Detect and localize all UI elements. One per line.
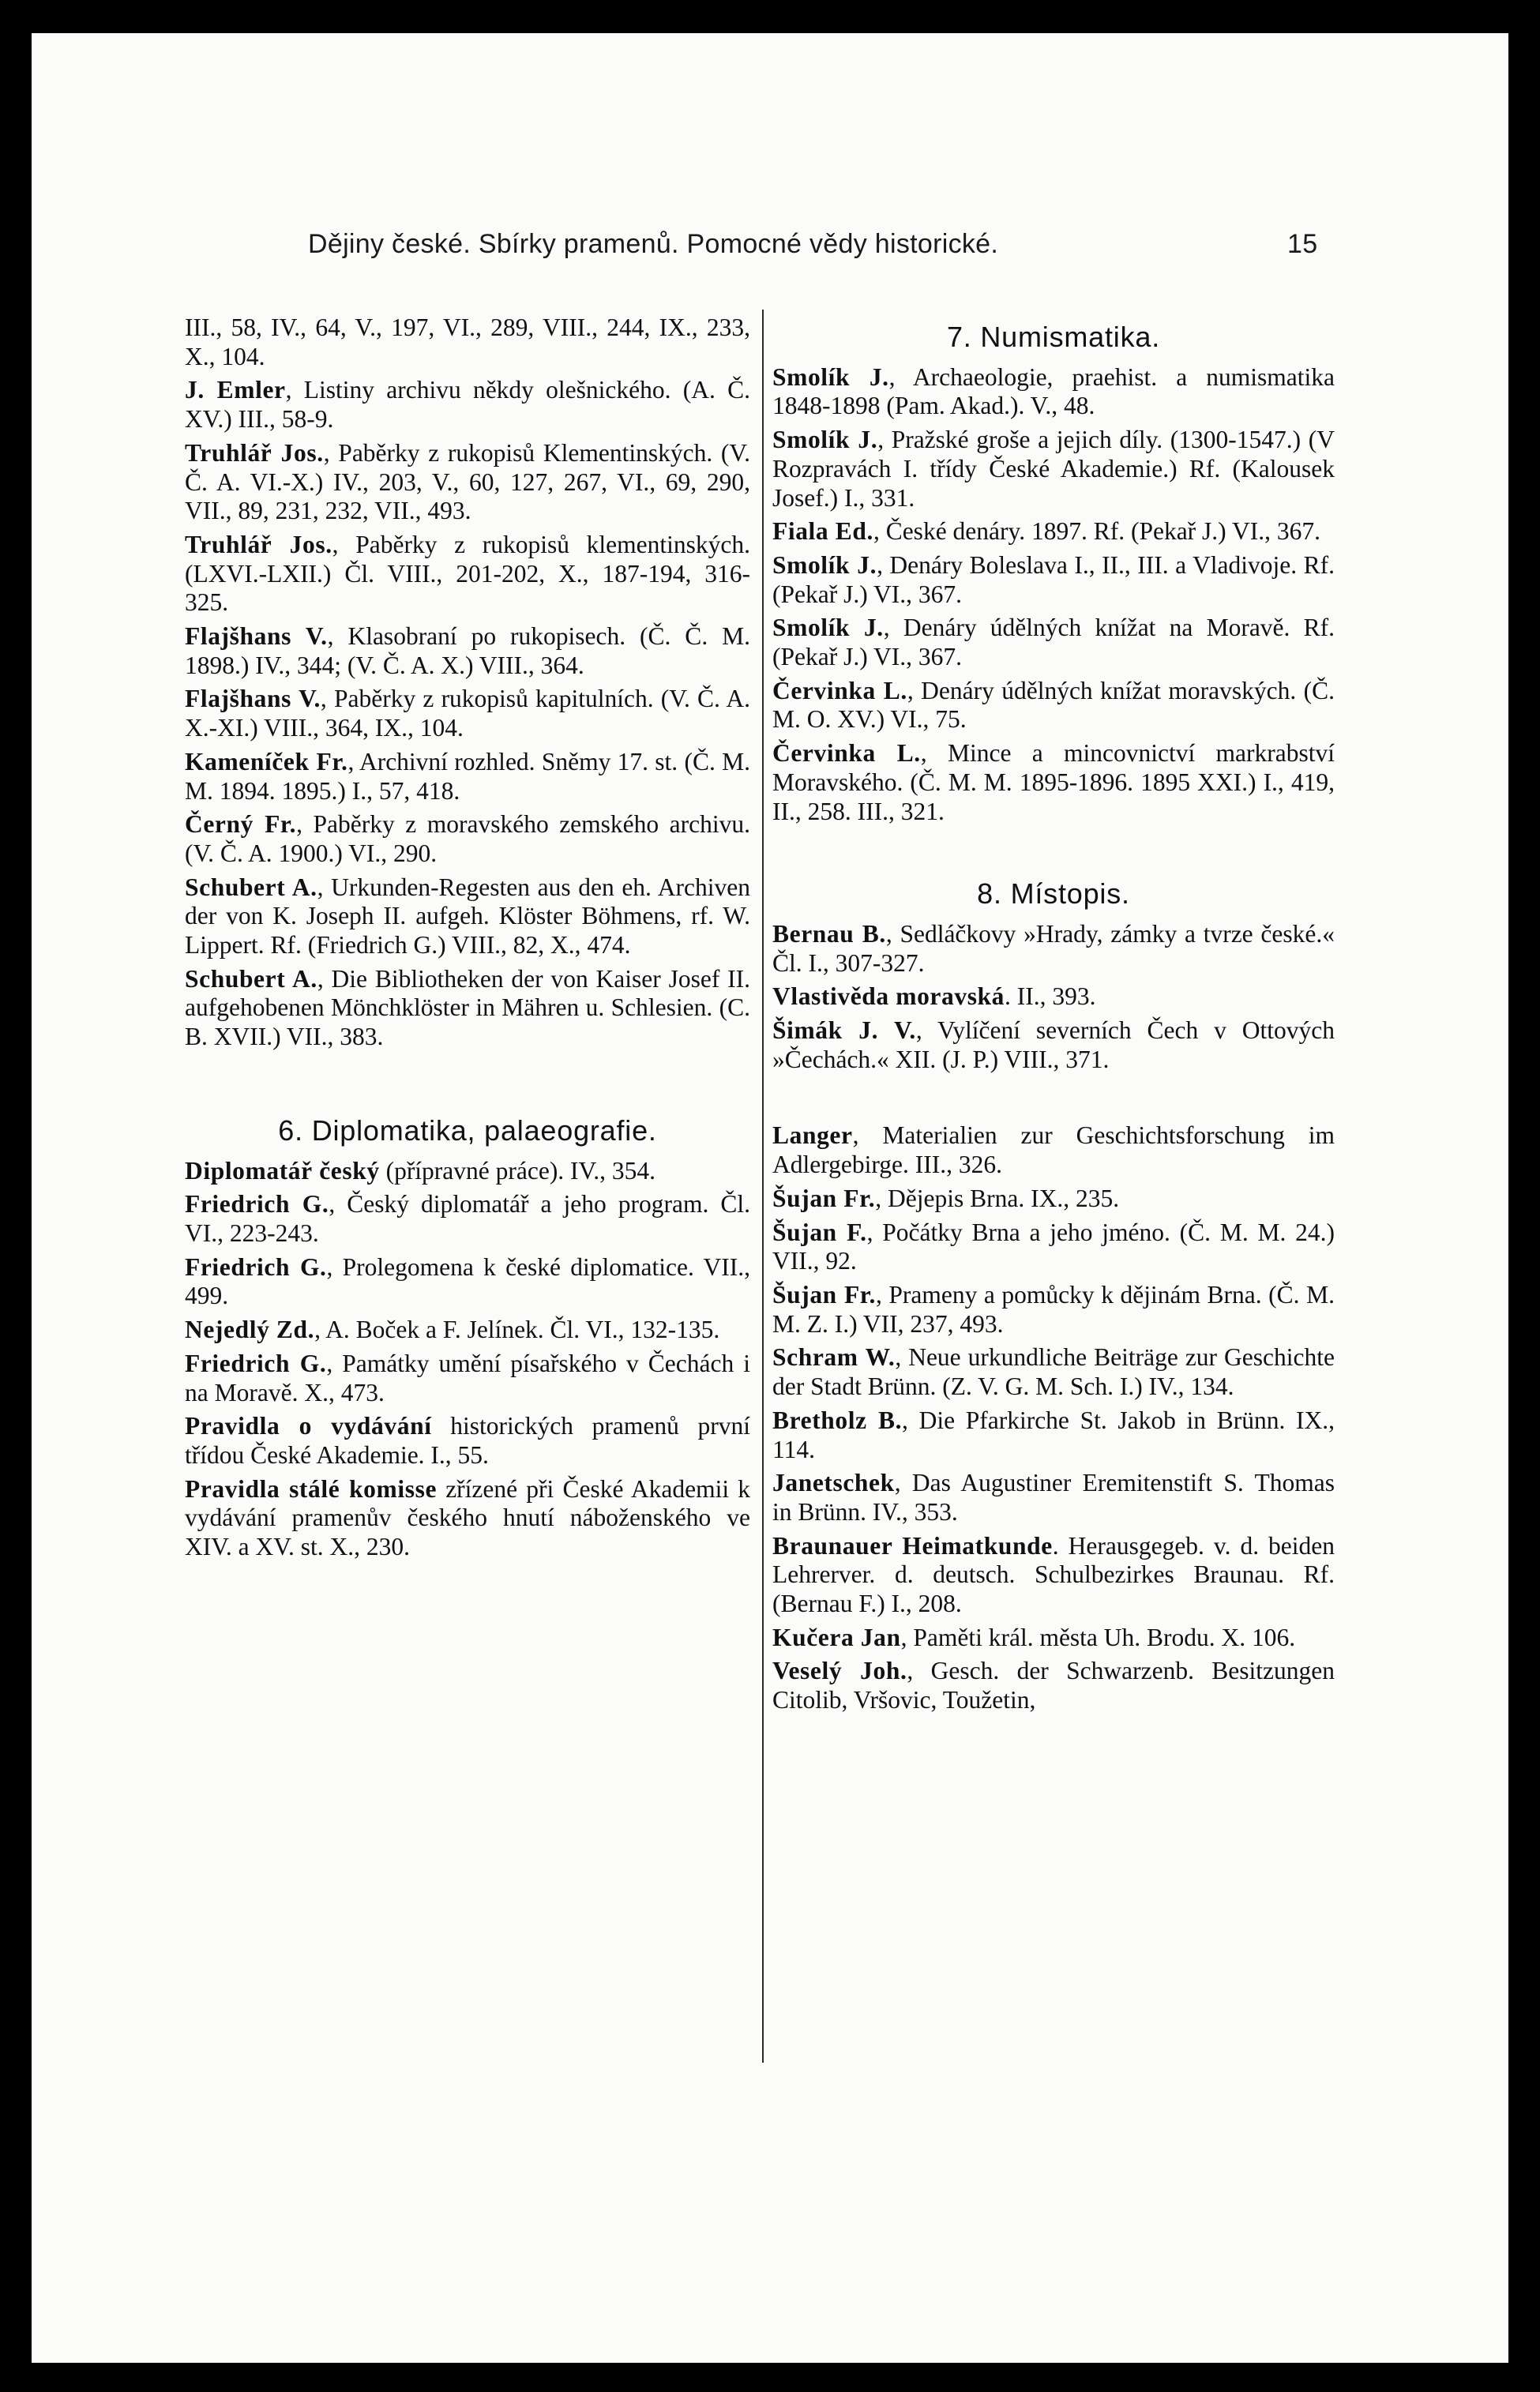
bibliography-entry (772, 1219, 1335, 1276)
entry-author: Smolík J. (772, 550, 877, 579)
entry-text: , Archaeologie, praehist. a numismatika 1848-1898 (Pam. Akad.). V., 48. (772, 362, 1335, 420)
entry-text: , Das Augustiner Eremitenstift S. Thomas in Brünn. IV., 353. (772, 1469, 1335, 1526)
bibliography-entry (772, 920, 1335, 978)
bibliography-entry (772, 1624, 1335, 1653)
entry-text: , Dějepis Brna. IX., 235. (875, 1184, 1120, 1212)
entry-author: Friedrich G. (185, 1190, 329, 1219)
entry-author: Schubert A. (185, 964, 317, 993)
entry-text: , Neue urkundliche Beiträge zur Geschichte der Stadt Brünn. (Z. V. G. M. Sch. I.) IV., 134. (772, 1343, 1335, 1401)
bibliography-entry (772, 426, 1335, 513)
entry-list-archives (185, 314, 750, 1052)
bibliography-entry (772, 1469, 1335, 1526)
entry-text: III., 58, IV., 64, V., 197, VI., 289, VIII., 244, IX., 233, X., 104. (185, 314, 750, 370)
column-divider (762, 310, 764, 2063)
entry-author: Flajšhans V. (185, 685, 321, 713)
entry-author: Flajšhans V. (185, 622, 328, 651)
entry-list-numismatika (772, 363, 1335, 827)
entry-text: , Památky umění písařského v Čechách i na Moravě. X., 473. (185, 1349, 750, 1406)
bibliography-entry (185, 748, 750, 805)
entry-text: (přípravné práce). IV., 354. (379, 1156, 655, 1185)
entry-author: Kameníček Fr. (185, 747, 348, 775)
left-column (185, 314, 750, 1567)
entry-text: , Denáry údělných knížat na Moravě. Rf. (Pekař J.) VI., 367. (772, 614, 1335, 671)
entry-author: Šujan Fr. (772, 1280, 876, 1309)
bibliography-entry (185, 1253, 750, 1311)
bibliography-entry (772, 1343, 1335, 1401)
entry-author: Truhlář Jos. (185, 530, 332, 558)
entry-text: , Paběrky z moravského zemského archivu. (V. Č. A. 1900.) VI., 290. (185, 810, 750, 867)
entry-text: , Paběrky z rukopisů Klementinských. (V. Č. A. VI.-X.) IV., 203, V., 60, 127, 267, VI., 69, 290, VII., 89, 231, 232, VII., 493. (185, 438, 750, 525)
entry-text: , Klasobraní po rukopisech. (Č. Č. M. 1898.) IV., 344; (V. Č. A. X.) VIII., 364. (185, 622, 750, 679)
entry-author: Smolík J. (772, 614, 884, 642)
entry-author: Truhlář Jos. (185, 438, 324, 467)
bibliography-entry (772, 1121, 1335, 1179)
entry-author: Černý Fr. (185, 810, 297, 839)
bibliography-entry (772, 1406, 1335, 1464)
bibliography-entry (772, 982, 1335, 1012)
entry-text: , Die Pfarkirche St. Jakob in Brünn. IX., 114. (772, 1406, 1335, 1463)
entry-text: zřízené při České Akademii k vydávání pramenův českého hnutí náboženského ve XIV. a XV. st. X., 230. (185, 1474, 750, 1561)
bibliography-entry (772, 1281, 1335, 1339)
bibliography-entry (185, 622, 750, 680)
bibliography-entry (772, 1532, 1335, 1619)
entry-author: Smolík J. (772, 426, 878, 454)
bibliography-entry (772, 551, 1335, 609)
bibliography-entry (772, 1185, 1335, 1214)
page-number: 15 (1287, 229, 1318, 259)
bibliography-entry (772, 614, 1335, 671)
entry-author: Diplomatář český (185, 1156, 380, 1185)
section-title-diplomatika: 6. Diplomatika, palaeografie. (278, 1113, 657, 1147)
bibliography-entry (185, 1350, 750, 1407)
entry-text: , A. Boček a F. Jelínek. Čl. VI., 132-135. (314, 1316, 720, 1344)
entry-text: , Prameny a pomůcky k dějinám Brna. (Č. M. M. Z. I.) VII, 237, 493. (772, 1280, 1335, 1338)
bibliography-entry (185, 965, 750, 1052)
entry-text: , Prolegomena k české diplomatice. VII., 499. (185, 1252, 750, 1310)
bibliography-entry (772, 1016, 1335, 1074)
entry-author: Friedrich G. (185, 1252, 327, 1281)
entry-author: Červinka L. (772, 676, 907, 704)
bibliography-entry (185, 873, 750, 960)
bibliography-entry (185, 376, 750, 434)
running-header (32, 229, 1508, 276)
entry-text: , České denáry. 1897. Rf. (Pekař J.) VI., 367. (873, 517, 1320, 546)
bibliography-entry (185, 685, 750, 742)
entry-text: , Sedláčkovy »Hrady, zámky a tvrze české.« Čl. I., 307-327. (772, 919, 1335, 977)
entry-text: , Denáry Boleslava I., II., III. a Vladivoje. Rf. (Pekař J.) VI., 367. (772, 550, 1335, 608)
entry-text: , Listiny archivu někdy olešnického. (A. Č. XV.) III., 58-9. (185, 376, 750, 434)
entry-author: Fiala Ed. (772, 517, 873, 546)
entry-author: Braunauer Heimatkunde (772, 1531, 1053, 1560)
entry-author: Bernau B. (772, 919, 886, 948)
bibliography-entry (185, 314, 750, 371)
entry-list-mistopis-local (772, 1121, 1335, 1714)
book-page (32, 33, 1508, 2363)
entry-author: Kučera Jan (772, 1623, 901, 1651)
entry-text: , Mince a mincovnictví markrabství Moravského. (Č. M. M. 1895-1896. 1895 XXI.) I., 419, II., 258. III., 321. (772, 739, 1335, 825)
bibliography-entry (772, 363, 1335, 421)
entry-text: , Materialien zur Geschichtsforschung im Adlergebirge. III., 326. (772, 1121, 1335, 1179)
bibliography-entry (185, 1475, 750, 1562)
entry-author: Šujan F. (772, 1218, 867, 1246)
entry-text: , Gesch. der Schwarzenb. Besitzungen Citolib, Vršovic, Toužetin, (772, 1657, 1335, 1714)
entry-author: Janetschek (772, 1469, 895, 1497)
bibliography-entry (185, 1316, 750, 1345)
entry-author: Friedrich G. (185, 1349, 327, 1377)
bibliography-entry (185, 1412, 750, 1470)
bibliography-entry (772, 739, 1335, 826)
entry-list-mistopis (772, 920, 1335, 1075)
entry-author: Vlastivěda moravská (772, 982, 1005, 1011)
entry-text: , Český diplomatář a jeho program. Čl. VI., 223-243. (185, 1190, 750, 1247)
entry-text: , Denáry údělných knížat moravských. (Č. M. O. XV.) VI., 75. (772, 676, 1335, 734)
bibliography-entry (772, 1657, 1335, 1714)
bibliography-entry (185, 1157, 750, 1186)
section-title-mistopis: 8. Místopis. (977, 877, 1130, 911)
entry-author: J. Emler (185, 376, 286, 404)
entry-author: Šimák J. V. (772, 1016, 916, 1045)
entry-text: , Pražské groše a jejich díly. (1300-1547.) (V Rozpravách I. třídy České Akademie.) Rf. (Kalousek Josef.) I., 331. (772, 426, 1335, 512)
entry-text: , Počátky Brna a jeho jméno. (Č. M. M. 24.) VII., 92. (772, 1218, 1335, 1275)
bibliography-entry (772, 517, 1335, 546)
entry-text: . Herausgegeb. v. d. beiden Lehrerver. d. deutsch. Schulbezirkes Braunau. Rf. (Bernau F.) I., 208. (772, 1531, 1335, 1618)
entry-author: Smolík J. (772, 362, 889, 391)
bibliography-entry (185, 531, 750, 618)
entry-author: Pravidla o vydávání (185, 1412, 432, 1440)
running-title: Dějiny české. Sbírky pramenů. Pomocné vědy historické. (308, 229, 999, 259)
bibliography-entry (185, 1190, 750, 1248)
entry-text: historických pramenů první třídou České Akademie. I., 55. (185, 1412, 750, 1469)
entry-author: Šujan Fr. (772, 1184, 876, 1212)
entry-author: Pravidla stálé komisse (185, 1474, 438, 1503)
entry-text: , Die Bibliotheken der von Kaiser Josef II. aufgehobenen Mönchklöster in Mähren u. Schlesien. (C. B. XVII.) VII., 383. (185, 964, 750, 1051)
bibliography-entry (772, 677, 1335, 734)
entry-author: Nejedlý Zd. (185, 1316, 315, 1344)
entry-text: . II., 393. (1005, 982, 1096, 1011)
entry-author: Bretholz B. (772, 1406, 903, 1434)
entry-text: , Paběrky z rukopisů kapitulních. (V. Č. A. X.-XI.) VIII., 364, IX., 104. (185, 685, 750, 742)
entry-text: , Paměti král. města Uh. Brodu. X. 106. (900, 1623, 1296, 1651)
entry-author: Veselý Joh. (772, 1657, 907, 1685)
section-title-numismatika: 7. Numismatika. (946, 321, 1161, 353)
entry-author: Červinka L. (772, 739, 921, 768)
entry-text: , Urkunden-Regesten aus den eh. Archiven der von K. Joseph II. aufgeh. Klöster Böhmens, rf. W. Lippert. Rf. (Friedrich G.) VIII., 82, X., 474. (185, 873, 750, 959)
entry-text: , Archivní rozhled. Sněmy 17. st. (Č. M. M. 1894. 1895.) I., 57, 418. (185, 747, 750, 805)
entry-list-diplomatika (185, 1157, 750, 1562)
bibliography-entry (185, 439, 750, 526)
entry-author: Langer (772, 1121, 853, 1150)
entry-author: Schubert A. (185, 873, 317, 901)
entry-text: , Paběrky z rukopisů klementinských. (LXVI.-LXII.) Čl. VIII., 201-202, X., 187-194, 316-325. (185, 530, 750, 617)
entry-text: , Vylíčení severních Čech v Ottových »Čechách.« XII. (J. P.) VIII., 371. (772, 1016, 1335, 1073)
entry-author: Schram W. (772, 1343, 896, 1372)
bibliography-entry (185, 810, 750, 868)
right-column (772, 314, 1335, 1720)
